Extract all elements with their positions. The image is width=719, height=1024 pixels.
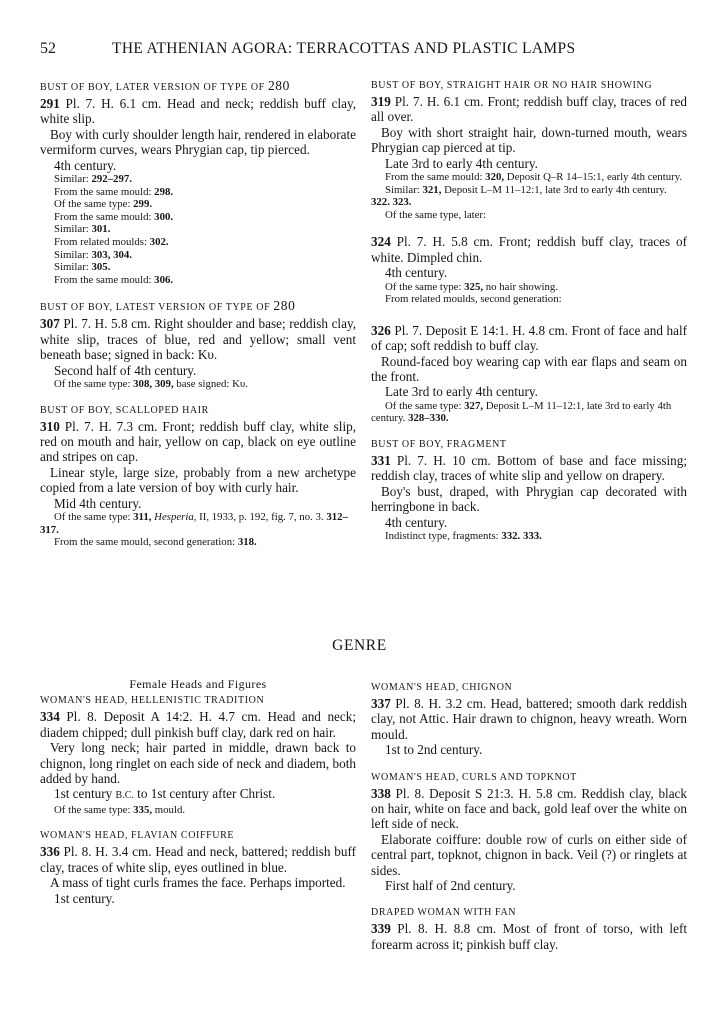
entry-text: Very long neck; hair parted in middle, drawn back to chignon, long ringlet on each side of neck and diadem, both added by hand. (40, 740, 356, 787)
reference-line: Similar: 292–297. (54, 173, 132, 186)
catalogue-number: 339 (371, 921, 391, 937)
entry-date: Late 3rd to early 4th century. (385, 384, 538, 400)
entry-text: Linear style, large size, probably from a new archetype copied from a late version of boy with curly hair. (40, 464, 356, 496)
reference-line: From related moulds, second generation: (385, 293, 562, 306)
catalogue-number: 337 (371, 696, 391, 711)
reference-line: From the same mould: 306. (54, 273, 174, 286)
entry-text: Boy with short straight hair, down-turned mouth, wears Phrygian cap pierced at tip. (371, 124, 687, 156)
subsection-heading: Female Heads and Figures (129, 677, 267, 691)
reference-line: From the same mould: 300. (54, 210, 174, 223)
left-column-top (40, 79, 356, 549)
running-title: THE ATHENIAN AGORA: TERRACOTTAS AND PLASTIC LAMPS (112, 40, 576, 57)
right-column-top (371, 79, 687, 543)
left-column-bottom (40, 677, 356, 906)
catalogue-number: 307 (40, 316, 60, 332)
entry-date: Late 3rd to early 4th century. (385, 155, 538, 171)
entry-description: 337 Pl. 8. H. 3.2 cm. Head, battered; smooth dark reddish clay, not Attic. Hair drawn to chignon, heavy wreath. Worn mould. (371, 696, 687, 742)
entry-date: First half of 2nd century. (385, 878, 516, 894)
page-number: 52 (40, 40, 56, 57)
entry-caption: BUST OF BOY, LATER VERSION OF TYPE OF 280 (40, 78, 291, 93)
reference-line: Of the same type: 308, 309, base signed: Κυ. (54, 378, 248, 390)
entry-date: Second half of 4th century. (54, 362, 197, 378)
entry-319 (371, 79, 687, 221)
reference-line: From the same mould: 320, Deposit Q–R 14–15:1, early 4th century. (385, 171, 683, 184)
entry-description: 331 Pl. 7. H. 10 cm. Bottom of base and face missing; reddish clay, traces of white slip and yellow on drapery. (371, 453, 687, 484)
entry-description: 336 Pl. 8. H. 3.4 cm. Head and neck, battered; reddish buff clay, traces of white slip, eyes outlined in blue. (40, 844, 356, 875)
entry-334 (40, 694, 356, 816)
entry-331 (371, 438, 687, 543)
reference-line: Of the same type: 335, mould. (54, 803, 186, 816)
entry-date: 1st to 2nd century. (385, 742, 483, 758)
entry-caption: BUST OF BOY, FRAGMENT (371, 439, 507, 451)
reference-line: From the same mould, second generation: 318. (54, 536, 257, 549)
entry-caption: WOMAN'S HEAD, FLAVIAN COIFFURE (40, 830, 235, 842)
entry-description: 339 Pl. 8. H. 8.8 cm. Most of front of torso, with left forearm across it; pinkish buff clay. (371, 921, 687, 952)
entry-date: 4th century. (385, 265, 448, 281)
entry-291 (40, 79, 356, 286)
entry-description: 324 Pl. 7. H. 5.8 cm. Front; reddish buff clay, traces of white. Dimpled chin. (371, 234, 687, 265)
entry-326 (371, 323, 687, 425)
reference-line: Of the same type: 299. (54, 198, 153, 211)
catalogue-number: 310 (40, 418, 60, 434)
entry-text: A mass of tight curls frames the face. Perhaps imported. (50, 875, 346, 891)
right-column-bottom (371, 681, 687, 952)
entry-description: 310 Pl. 7. H. 7.3 cm. Front; reddish buff clay, white slip, red on mouth and hair, yellow on cap, black on eye outline and stripes on cap. (40, 418, 356, 465)
entry-338 (371, 771, 687, 894)
reference-line: Of the same type: 327, Deposit L–M 11–12:1, late 3rd to early 4th century. 328–330. (371, 399, 672, 425)
entry-text: Boy's bust, draped, with Phrygian cap decorated with herringbone in back. (371, 483, 687, 515)
section-heading: GENRE (332, 637, 387, 654)
entry-date: 1st century. (54, 890, 115, 906)
entry-date: 4th century. (385, 514, 448, 530)
catalogue-number: 336 (40, 844, 60, 860)
entry-description: 307 Pl. 7. H. 5.8 cm. Right shoulder and base; reddish clay, white slip, traces of blue, red and yellow; small vent beneath base; signed in back: Κυ. (40, 316, 356, 363)
catalogue-number: 338 (371, 785, 391, 801)
entry-307 (40, 299, 356, 390)
entry-324 (371, 234, 687, 305)
catalogue-number: 334 (40, 709, 60, 725)
reference-line: From related moulds: 302. (54, 236, 169, 248)
catalogue-number: 326 (371, 322, 391, 338)
reference-line: Similar: 301. (54, 223, 111, 236)
entry-caption: BUST OF BOY, SCALLOPED HAIR (40, 404, 209, 416)
reference-list (40, 173, 356, 286)
catalogue-number: 331 (371, 453, 391, 469)
entry-caption: WOMAN'S HEAD, CURLS AND TOPKNOT (371, 771, 577, 783)
reference-line: Similar: 305. (54, 261, 111, 274)
catalogue-number: 324 (371, 234, 391, 250)
entry-date: 1st century B.C. to 1st century after Christ. (54, 786, 276, 802)
catalogue-number: 319 (371, 94, 391, 109)
entry-336 (40, 829, 356, 906)
reference-line: From the same mould: 298. (54, 185, 174, 198)
entry-description: 338 Pl. 8. Deposit S 21:3. H. 5.8 cm. Reddish clay, black on hair, white on face and back, gold leaf over the white on left side of neck. (371, 785, 687, 832)
entry-310 (40, 404, 356, 549)
entry-caption: DRAPED WOMAN WITH FAN (371, 907, 517, 919)
entry-description: 319 Pl. 7. H. 6.1 cm. Front; reddish buff clay, traces of red all over. (371, 94, 687, 125)
entry-date: 4th century. (54, 157, 117, 173)
reference-line: Of the same type, later: (385, 208, 487, 221)
entry-337 (371, 681, 687, 758)
reference-line: Of the same type: 311, Hesperia, II, 1933, p. 192, fig. 7, no. 3. 312–317. (40, 511, 348, 536)
entry-text: Round-faced boy wearing cap with ear flaps and seam on the front. (371, 353, 687, 385)
reference-line: Similar: 321, Deposit L–M 11–12:1, late 3rd to early 4th century. 322. 323. (371, 183, 667, 209)
entry-339 (371, 906, 687, 952)
catalogue-number: 291 (40, 96, 60, 111)
entry-description: 334 Pl. 8. Deposit A 14:2. H. 4.7 cm. Head and neck; diadem chipped; dull pinkish buff clay, dark red on hair. (40, 709, 356, 740)
entry-text: Elaborate coiffure: double row of curls on either side of central part, topknot, chignon in back. Veil (?) or ringlets at sides. (371, 831, 687, 878)
entry-caption: BUST OF BOY, LATEST VERSION OF TYPE OF 280 (40, 298, 296, 314)
entry-text: Boy with curly shoulder length hair, rendered in elaborate vermiform curves, wears Phrygian cap, tip pierced. (40, 126, 356, 158)
entry-description: 291 Pl. 7. H. 6.1 cm. Head and neck; reddish buff clay, white slip. (40, 96, 356, 127)
entry-description: 326 Pl. 7. Deposit E 14:1. H. 4.8 cm. Front of face and half of cap; soft reddish to buff clay. (371, 322, 687, 354)
page-header (40, 40, 680, 64)
reference-line: Indistinct type, fragments: 332. 333. (385, 530, 542, 543)
reference-line: Of the same type: 325, no hair showing. (385, 280, 559, 293)
reference-line: Similar: 303, 304. (54, 248, 132, 261)
entry-caption: BUST OF BOY, STRAIGHT HAIR OR NO HAIR SHOWING (371, 80, 653, 91)
entry-date: Mid 4th century. (54, 495, 142, 511)
entry-caption: WOMAN'S HEAD, HELLENISTIC TRADITION (40, 695, 265, 707)
entry-caption: WOMAN'S HEAD, CHIGNON (371, 682, 513, 693)
